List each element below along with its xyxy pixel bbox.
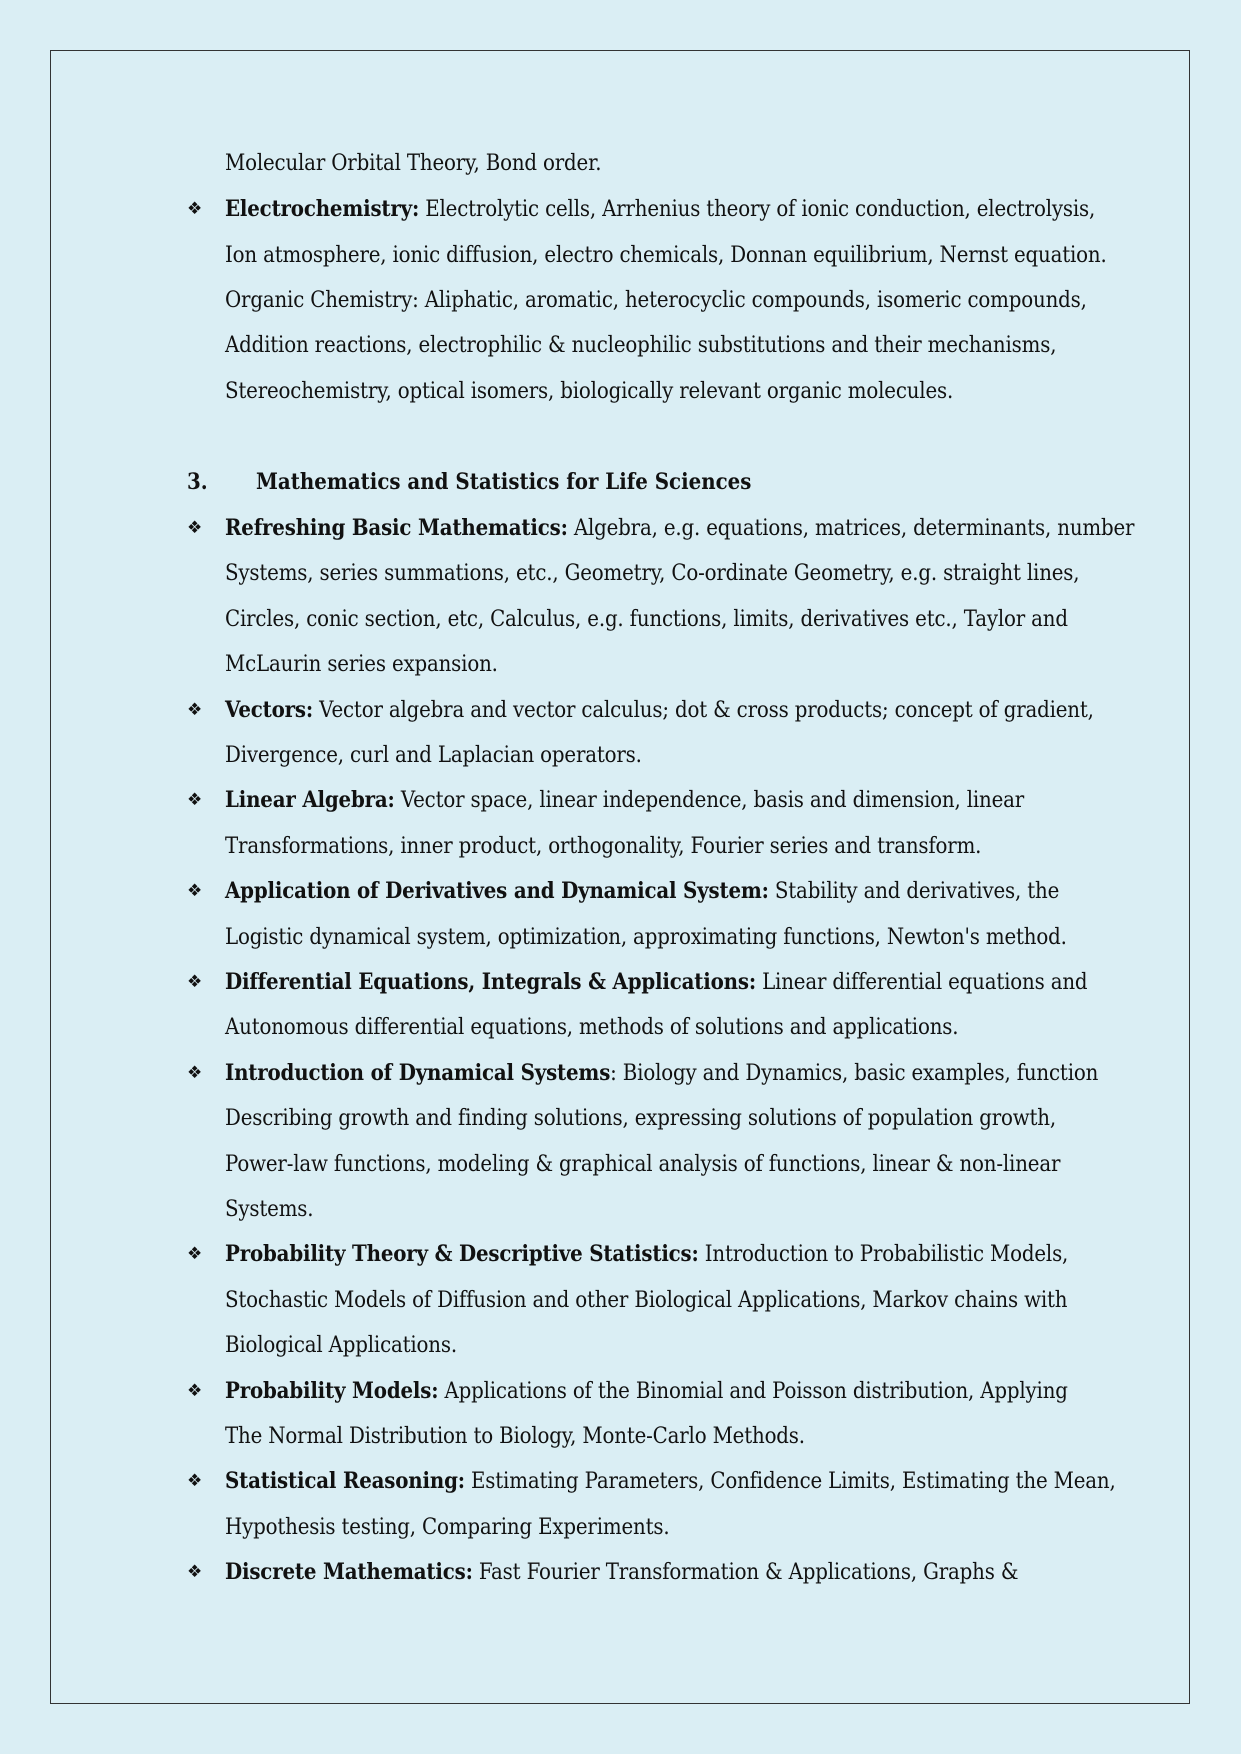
item-text: Estimating Parameters, Confidence Limits, Estimating the Mean,	[471, 1468, 1116, 1495]
section-title: Mathematics and Statistics for Life Sciences	[256, 469, 752, 495]
item-text: Stability and derivatives, the	[774, 878, 1060, 905]
list-item	[225, 967, 1087, 997]
bullet-icon: ❖	[187, 972, 203, 992]
list-item	[225, 1058, 1098, 1088]
text-line: Transformations, inner product, orthogonality, Fourier series and transform.	[225, 832, 982, 859]
item-text: : Biology and Dynamics, basic examples, function	[610, 1059, 1099, 1086]
item-term: Probability Theory & Descriptive Statistics:	[225, 1241, 699, 1268]
item-text: Vector algebra and vector calculus; dot & cross products; concept of gradient,	[319, 696, 1094, 723]
text-line: Stereochemistry, optical isomers, biologically relevant organic molecules.	[225, 378, 954, 404]
item-term: Statistical Reasoning:	[225, 1468, 465, 1495]
list-item	[225, 1239, 1068, 1269]
bullet-icon: ❖	[187, 199, 203, 219]
text-line: Power-law functions, modeling & graphical analysis of functions, linear & non-linear	[225, 1150, 1061, 1177]
item-text: Introduction to Probabilistic Models,	[704, 1241, 1069, 1268]
text-line: Organic Chemistry: Aliphatic, aromatic, heterocyclic compounds, isomeric compounds,	[225, 287, 1087, 313]
text-line: Circles, conic section, etc, Calculus, e.g. functions, limits, derivatives etc., Taylor and	[225, 605, 1068, 632]
text-line: Stochastic Models of Diffusion and other Biological Applications, Markov chains with	[225, 1286, 1068, 1313]
item-term: Introduction of Dynamical Systems	[225, 1059, 611, 1086]
text-line: Autonomous differential equations, methods of solutions and applications.	[225, 1014, 959, 1041]
list-item-electrochemistry	[225, 194, 1095, 224]
item-term: Application of Derivatives and Dynamical System:	[225, 878, 769, 905]
bullet-icon: ❖	[187, 1471, 203, 1492]
text-line: Systems, series summations, etc., Geometry, Co-ordinate Geometry, e.g. straight lines,	[225, 560, 1080, 587]
item-term: Vectors:	[225, 696, 314, 723]
text-line: Divergence, curl and Laplacian operators.	[225, 742, 642, 768]
item-term: Differential Equations, Integrals & Applications:	[225, 969, 756, 995]
bullet-icon: ❖	[187, 518, 203, 538]
bullet-icon: ❖	[187, 1562, 203, 1583]
item-term: Refreshing Basic Mathematics:	[225, 515, 568, 541]
item-text: Applications of the Binomial and Poisson distribution, Applying	[444, 1377, 1068, 1404]
list-item	[225, 1376, 1068, 1406]
list-item	[225, 1466, 1116, 1496]
item-term: Electrochemistry:	[225, 196, 420, 222]
bullet-icon: ❖	[187, 699, 203, 720]
text-line: Molecular Orbital Theory, Bond order.	[225, 150, 602, 176]
item-text: Linear differential equations and	[762, 969, 1088, 995]
list-item	[225, 513, 1134, 543]
list-item	[225, 695, 1094, 725]
item-term: Probability Models:	[225, 1377, 439, 1404]
text-line: Logistic dynamical system, optimization, approximating functions, Newton's method.	[225, 923, 1067, 950]
bullet-icon: ❖	[187, 1380, 203, 1401]
item-text: Algebra, e.g. equations, matrices, determinants, number	[573, 515, 1135, 541]
text-line: Biological Applications.	[225, 1332, 457, 1359]
text-line: Ion atmosphere, ionic diffusion, electro chemicals, Donnan equilibrium, Nernst equation.	[225, 242, 1107, 268]
bullet-icon: ❖	[187, 881, 203, 902]
list-item	[225, 785, 1024, 815]
text-line: Addition reactions, electrophilic & nucleophilic substitutions and their mechanisms,	[225, 332, 1057, 358]
item-text: Fast Fourier Transformation & Applications, Graphs &	[478, 1559, 1019, 1586]
text-line: Hypothesis testing, Comparing Experiments.	[225, 1513, 670, 1540]
list-item	[225, 876, 1059, 906]
item-term: Linear Algebra:	[225, 787, 395, 814]
section-number: 3.	[187, 469, 208, 495]
bullet-icon: ❖	[187, 790, 203, 811]
bullet-icon: ❖	[187, 1244, 203, 1265]
text-line: Systems.	[225, 1196, 314, 1222]
item-text: Electrolytic cells, Arrhenius theory of ionic conduction, electrolysis,	[425, 196, 1096, 222]
text-line: Describing growth and finding solutions, expressing solutions of population growth,	[225, 1105, 1056, 1132]
list-item	[225, 1557, 1018, 1587]
item-text: Vector space, linear independence, basis and dimension, linear	[400, 787, 1025, 814]
text-line: The Normal Distribution to Biology, Monte-Carlo Methods.	[225, 1423, 805, 1449]
text-line: McLaurin series expansion.	[225, 651, 498, 678]
item-term: Discrete Mathematics:	[225, 1559, 473, 1586]
bullet-icon: ❖	[187, 1062, 203, 1083]
